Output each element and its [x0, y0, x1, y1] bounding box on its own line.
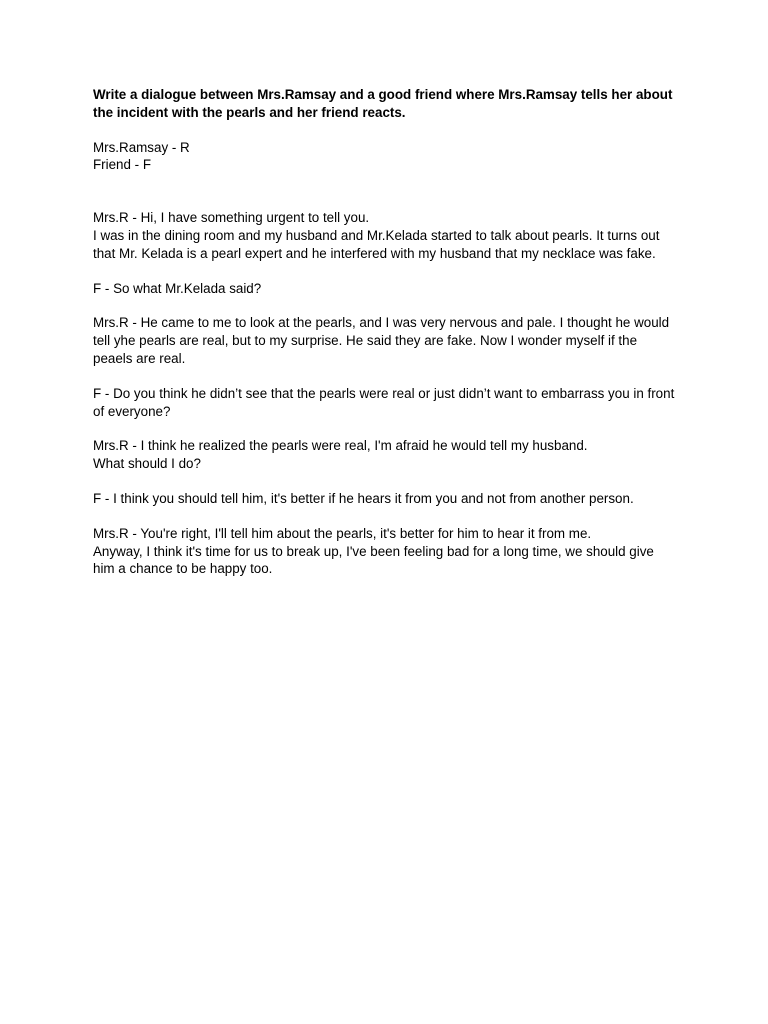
assignment-prompt: Write a dialogue between Mrs.Ramsay and a good friend where Mrs.Ramsay tells her about the incident with the pearls and her friend reacts. — [93, 87, 673, 120]
dialogue-paragraph — [93, 490, 678, 508]
legend-line: Friend - F — [93, 157, 152, 173]
legend-line: Mrs.Ramsay - R — [93, 139, 190, 155]
dialogue-line: I was in the dining room and my husband and Mr.Kelada started to talk about pearls. It turns out that Mr. Kelada is a pearl expert and he interfered with my husband that my necklace was fake. — [93, 227, 660, 261]
dialogue-paragraph — [93, 209, 678, 262]
speaker-legend — [93, 139, 678, 175]
dialogue-paragraph — [93, 280, 678, 298]
dialogue-line: Mrs.R - You're right, I'll tell him about the pearls, it's better for him to hear it from me. — [93, 525, 592, 541]
dialogue-line: F - Do you think he didn’t see that the pearls were real or just didn’t want to embarrass you in front of everyone? — [93, 385, 675, 419]
dialogue-line: What should I do? — [93, 456, 201, 472]
dialogue-line: Mrs.R - Hi, I have something urgent to tell you. — [93, 210, 370, 226]
dialogue-paragraph — [93, 385, 678, 421]
dialogue-line: F - So what Mr.Kelada said? — [93, 280, 262, 296]
dialogue-line: Anyway, I think it's time for us to break up, I've been feeling bad for a long time, we should give him a chance to be happy too. — [93, 543, 654, 577]
dialogue-line: F - I think you should tell him, it's better if he hears it from you and not from another person. — [93, 490, 634, 506]
dialogue-line: Mrs.R - I think he realized the pearls were real, I'm afraid he would tell my husband. — [93, 438, 588, 454]
dialogue-line: Mrs.R - He came to me to look at the pearls, and I was very nervous and pale. I thought he would tell yhe pearls are real, but to my surprise. He said they are fake. Now I wonder myself if the peaels are real. — [93, 315, 670, 366]
dialogue-paragraph — [93, 314, 678, 367]
dialogue-paragraph — [93, 437, 678, 473]
dialogue-paragraph — [93, 525, 678, 578]
document-page — [93, 86, 678, 595]
